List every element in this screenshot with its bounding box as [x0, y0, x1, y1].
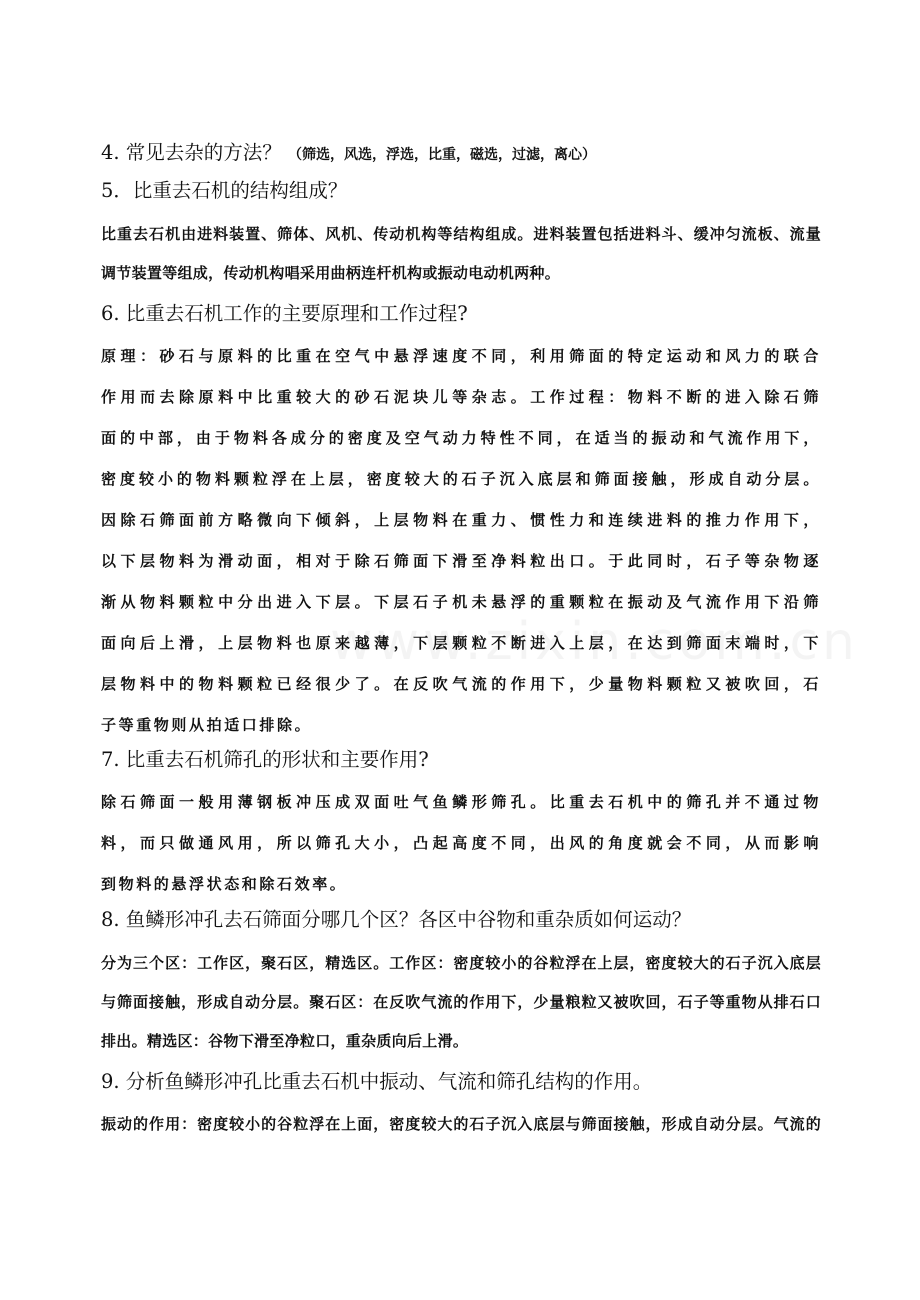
answer-6-line: 渐从物料颗粒中分出进入下层。下层石子机未悬浮的重颗粒在振动及气流作用下沿筛 [101, 593, 821, 611]
answer-9 [101, 1105, 821, 1144]
answer-7-line: 料，而只做通风用，所以筛孔大小，凸起高度不同，出风的角度就会不同，从而影响 [101, 834, 821, 852]
answer-8 [101, 944, 821, 1061]
question-4 [101, 137, 821, 171]
answer-6-line: 原理：砂石与原料的比重在空气中悬浮速度不同，利用筛面的特定运动和风力的联合 [101, 347, 821, 365]
answer-6-line: 因除石筛面前方略微向下倾斜，上层物料在重力、惯性力和连续进料的推力作用下， [101, 511, 821, 529]
answer-7-line: 到物料的悬浮状态和除石效率。 [101, 875, 348, 893]
answer-5-line: 调节装置等组成，传动机构唱采用曲柄连杆机构或振动电动机两种。 [101, 264, 561, 282]
answer-5 [101, 215, 821, 293]
question-7-title: 7. 比重去石机筛孔的形状和主要作用? [101, 748, 429, 771]
question-5-title: 5．比重去石机的结构组成？ [101, 179, 348, 202]
answer-7 [101, 782, 821, 905]
question-4-note: （筛选，风选，浮选，比重，磁选，过滤，离心） [288, 147, 597, 163]
answer-6-line: 层物料中的物料颗粒已经很少了。在反吹气流的作用下，少量物料颗粒又被吹回，石 [101, 675, 821, 693]
answer-6-line: 密度较小的物料颗粒浮在上层，密度较大的石子沉入底层和筛面接触，形成自动分层。 [101, 470, 821, 488]
answer-6-line: 作用而去除原料中比重较大的砂石泥块儿等杂志。工作过程：物料不断的进入除石筛 [101, 388, 821, 406]
answer-9-line: 振动的作用：密度较小的谷粒浮在上面，密度较大的石子沉入底层与筛面接触，形成自动分层。气流的 [101, 1115, 821, 1133]
question-6-title: 6. 比重去石机工作的主要原理和工作过程? [101, 302, 468, 325]
answer-6-line: 以下层物料为滑动面，相对于除石筛面下滑至净料粒出口。于此同时，石子等杂物逐 [101, 552, 821, 570]
answer-6-line: 子等重物则从拍适口排除。 [101, 716, 313, 734]
question-8-title: 8. 鱼鳞形冲孔去石筛面分哪几个区？各区中谷物和重杂质如何运动？ [101, 908, 692, 931]
question-4-title: 4. 常见去杂的方法？ [101, 141, 282, 164]
answer-8-line: 排出。精选区：谷物下滑至净粒口，重杂质向后上滑。 [101, 1032, 469, 1050]
answer-6-line: 面的中部，由于物料各成分的密度及空气动力特性不同，在适当的振动和气流作用下， [101, 429, 821, 447]
answer-6 [101, 336, 821, 746]
answer-5-line: 比重去石机由进料装置、筛体、风机、传动机构等结构组成。进料装置包括进料斗、缓冲匀流板、流量 [101, 225, 821, 243]
answer-8-line: 分为三个区：工作区，聚石区，精选区。工作区：密度较小的谷粒浮在上层，密度较大的石子沉入底层 [101, 954, 821, 972]
answer-6-line: 面向后上滑，上层物料也原来越薄，下层颗粒不断进入上层，在达到筛面末端时，下 [101, 634, 821, 652]
answer-7-line: 除石筛面一般用薄钢板冲压成双面吐气鱼鳞形筛孔。比重去石机中的筛孔并不通过物 [101, 793, 821, 811]
question-9-title: 9. 分析鱼鳞形冲孔比重去石机中振动、气流和筛孔结构的作用。 [101, 1070, 653, 1093]
answer-8-line: 与筛面接触，形成自动分层。聚石区：在反吹气流的作用下，少量粮粒又被吹回，石子等重物从排石口 [101, 993, 821, 1011]
